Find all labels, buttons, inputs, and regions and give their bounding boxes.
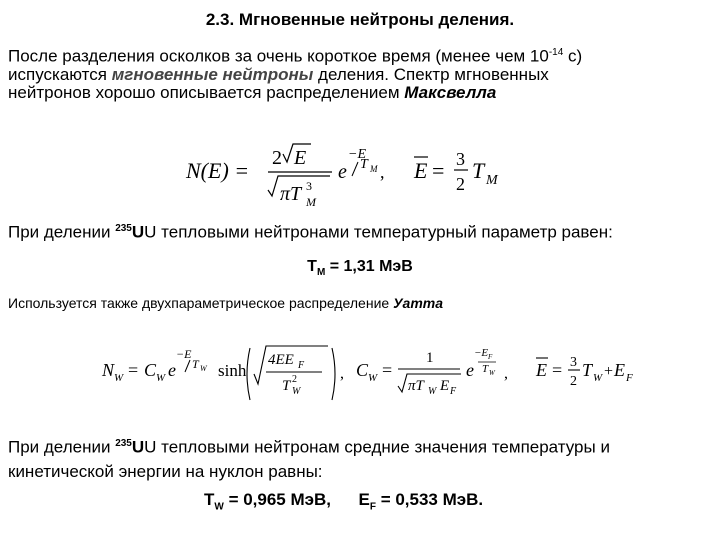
svg-text:N: N <box>102 360 115 380</box>
svg-text:e: e <box>338 161 347 183</box>
svg-text:W: W <box>489 369 495 377</box>
svg-text:−E: −E <box>474 347 489 359</box>
uranium-paragraph-1: При делении $^{235}$UU тепловыми нейтронами температурный параметр равен: <box>8 222 613 242</box>
tm-value: $T_M = 1,31$ МэВ <box>307 258 413 279</box>
svg-text:=: = <box>382 360 393 380</box>
intro-line-1: После разделения осколков за очень короткое время (менее чем $10^{-14}$ с) <box>8 46 583 66</box>
svg-text:W: W <box>292 386 301 397</box>
svg-text:M: M <box>486 173 498 188</box>
page-title: 2.3. Мгновенные нейтроны деления. <box>205 10 515 29</box>
intro-line-2: испускаются мгновенные нейтроны деления. Спектр мгновенных <box>8 64 549 84</box>
svg-text:,: , <box>380 162 385 182</box>
svg-text:T: T <box>472 158 485 183</box>
svg-text:F: F <box>450 386 457 397</box>
svg-text:F: F <box>298 360 305 371</box>
svg-text:E: E <box>614 360 625 380</box>
svg-text:T: T <box>192 357 199 371</box>
svg-text:2: 2 <box>570 374 577 389</box>
watt-formula <box>100 338 640 408</box>
svg-text:3: 3 <box>306 179 312 193</box>
svg-text:E: E <box>536 360 547 380</box>
watt-paragraph: Используется также двухпараметрическое распределение Уатта <box>8 295 444 311</box>
svg-text:3: 3 <box>570 355 577 370</box>
svg-text:M: M <box>306 195 316 209</box>
svg-text:+: + <box>604 363 614 380</box>
uranium-paragraph-2: При делении $^{235}$UU тепловыми нейтронам средние значения температуры и кинетической энергии на нуклон равны: <box>8 437 610 481</box>
svg-text:W: W <box>593 372 603 384</box>
svg-text:C: C <box>144 360 157 380</box>
tw-value: $T_W = 0,965$ МэВ, <box>204 490 332 513</box>
svg-text:W: W <box>114 372 124 384</box>
svg-text:E: E <box>294 147 307 169</box>
svg-text:T: T <box>360 157 368 172</box>
svg-text:C: C <box>356 360 369 380</box>
svg-text:=: = <box>128 360 139 380</box>
svg-text:T: T <box>482 363 489 375</box>
svg-text:E: E <box>414 158 428 183</box>
svg-text:W: W <box>156 372 166 384</box>
svg-text:,: , <box>504 365 508 382</box>
svg-text:πT: πT <box>408 378 424 394</box>
svg-text:E: E <box>440 378 450 394</box>
ef-value: $E_F = 0,533$ МэВ. <box>358 490 484 513</box>
svg-text:−E: −E <box>176 347 192 361</box>
svg-text:e: e <box>466 360 474 380</box>
svg-text:T: T <box>282 378 291 394</box>
svg-text:N(E) =: N(E) = <box>186 158 250 183</box>
svg-text:sinh: sinh <box>218 361 247 380</box>
svg-text:T: T <box>582 360 593 380</box>
maxwell-formula <box>180 132 520 212</box>
svg-text:2: 2 <box>292 374 297 385</box>
emphasis-watt: Уатта <box>393 295 444 311</box>
svg-text:4EE: 4EE <box>268 352 294 368</box>
svg-text:F: F <box>626 372 633 384</box>
svg-text:2: 2 <box>272 147 282 169</box>
intro-line-3: нейтронов хорошо описывается распределением Максвелла <box>8 82 497 102</box>
svg-text:W: W <box>428 386 437 397</box>
svg-text:πT: πT <box>280 183 302 205</box>
svg-text:,: , <box>340 365 344 382</box>
emphasis-maxwell: Максвелла <box>404 82 497 102</box>
svg-text:W: W <box>368 372 378 384</box>
svg-text:M: M <box>370 164 378 174</box>
final-values <box>204 490 483 512</box>
svg-text:1: 1 <box>426 350 434 366</box>
svg-text:=: = <box>552 360 563 380</box>
intro-paragraph <box>8 44 708 102</box>
svg-text:F: F <box>488 353 493 361</box>
emphasis-prompt-neutrons: мгновенные нейтроны <box>111 64 314 84</box>
svg-text:−E: −E <box>348 147 366 162</box>
svg-text:e: e <box>168 360 176 380</box>
svg-text:=: = <box>432 158 445 183</box>
svg-text:W: W <box>200 364 207 373</box>
svg-text:3: 3 <box>456 149 465 169</box>
svg-text:2: 2 <box>456 174 465 194</box>
